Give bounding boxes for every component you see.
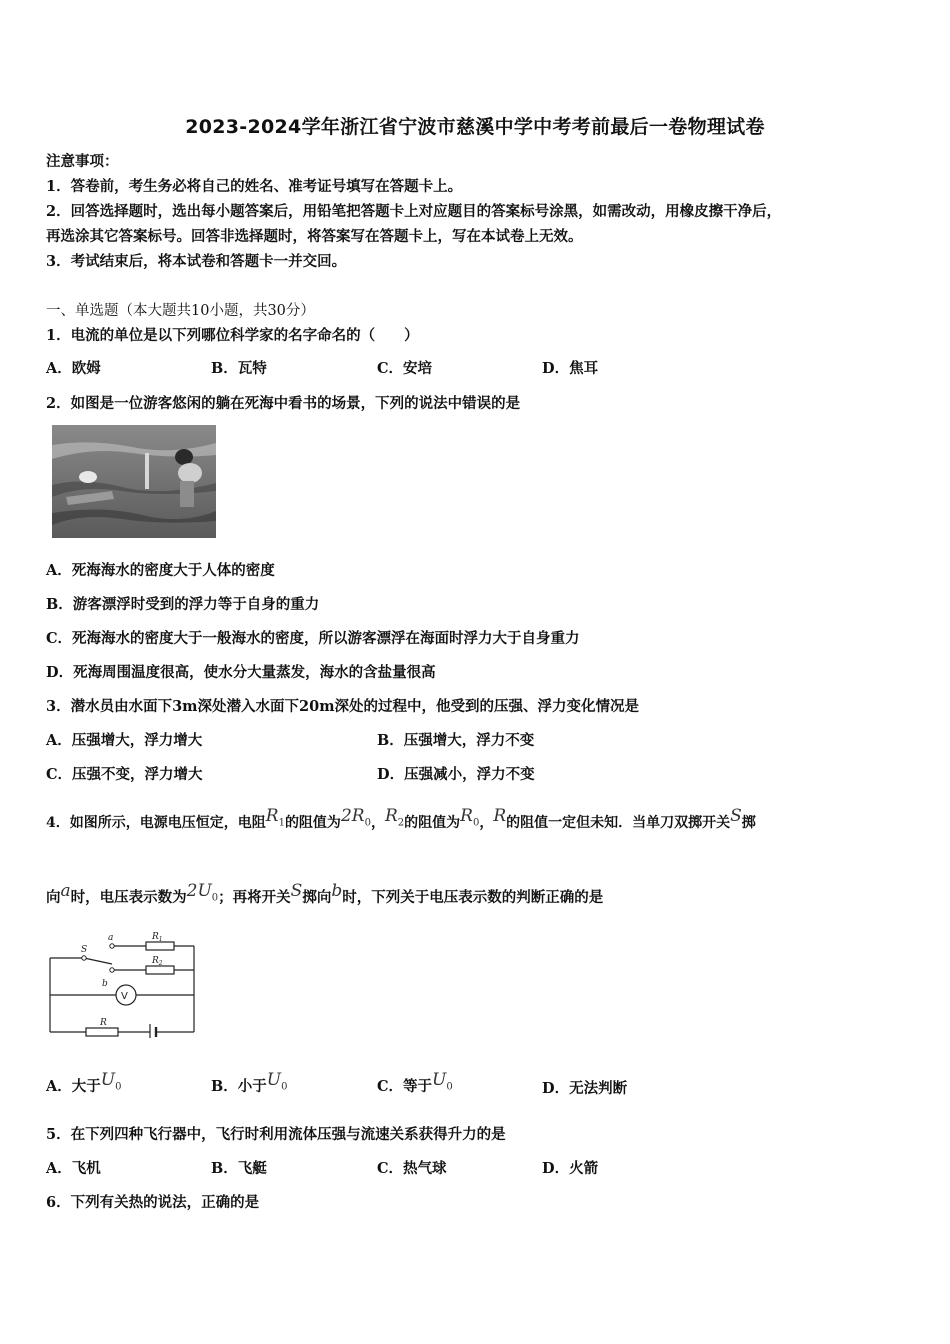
math-s: S xyxy=(730,806,742,826)
q5-stem: 5．在下列四种飞行器中，飞行时利用流体压强与流速关系获得升力的是 xyxy=(46,1126,506,1143)
math-2r0: $2R_0$ xyxy=(340,806,371,829)
math-2u0: $2U_0$ xyxy=(186,881,219,904)
q4-option-b: B．小于$U_0$ xyxy=(211,1070,288,1095)
voltmeter-label: V xyxy=(121,991,128,1002)
q4-text: 时，电压表示数为 xyxy=(70,889,187,906)
q4-text: 向 xyxy=(46,889,61,906)
notice-item-2-cont: 再选涂其它答案标号。回答非选择题时，将答案写在答题卡上，写在本试卷上无效。 xyxy=(46,228,583,245)
q4-text: 的阻值一定但未知．当单刀双掷开关 xyxy=(506,815,731,831)
label-b: b xyxy=(102,979,108,989)
q4-text: 的阻值为 xyxy=(404,815,461,831)
label-r1: $R_1$ xyxy=(152,932,163,943)
q4-text: 掷 xyxy=(741,815,756,831)
q5-option-d: D．火箭 xyxy=(542,1160,599,1177)
math-r0: $R_0$ xyxy=(460,806,480,829)
q4-text: 4．如图所示，电源电压恒定，电阻 xyxy=(46,815,266,831)
q4-text: 掷向 xyxy=(302,889,332,906)
label-s: S xyxy=(81,945,88,955)
label-r2: $R_2$ xyxy=(152,956,163,967)
q4-text: ；再将开关 xyxy=(218,889,291,906)
q1-option-a: A．欧姆 xyxy=(46,360,101,377)
q1-option-c: C．安培 xyxy=(377,360,433,377)
math-u0: $U_0$ xyxy=(432,1070,453,1093)
q1-option-b: B．瓦特 xyxy=(211,360,267,377)
q4-text: 时，下列关于电压表示数的判断正确的是 xyxy=(342,889,604,906)
q5-option-a: A．飞机 xyxy=(46,1160,101,1177)
q5-option-b: B．飞艇 xyxy=(211,1160,267,1177)
q3-stem: 3．潜水员由水面下3m深处潜入水面下20m深处的过程中，他受到的压强、浮力变化情况是 xyxy=(46,698,640,715)
q4-option-a: A．大于$U_0$ xyxy=(46,1070,122,1095)
math-s: S xyxy=(290,881,303,901)
label-r: R xyxy=(100,1018,107,1028)
q2-option-d: D．死海周围温度很高，使水分大量蒸发，海水的含盐量很高 xyxy=(46,664,436,681)
q2-option-b: B．游客漂浮时受到的浮力等于自身的重力 xyxy=(46,596,320,613)
label-a: a xyxy=(108,933,114,943)
math-r2: $R_2$ xyxy=(384,806,405,829)
q3-option-d: D．压强减小，浮力不变 xyxy=(377,766,535,783)
math-u0: $U_0$ xyxy=(266,1070,288,1093)
q6-stem: 6．下列有关热的说法，正确的是 xyxy=(46,1194,260,1211)
q4-text: 的阻值为 xyxy=(284,815,341,831)
q3-option-c: C．压强不变，浮力增大 xyxy=(46,766,203,783)
q5-option-c: C．热气球 xyxy=(377,1160,447,1177)
q4-stem-line-1 xyxy=(46,806,756,839)
q4-option-c: C．等于$U_0$ xyxy=(377,1070,453,1095)
q1-stem: 1．电流的单位是以下列哪位科学家的名字命名的（ ） xyxy=(46,327,419,344)
section-heading: 一、单选题（本大题共10小题，共30分） xyxy=(46,303,315,319)
q4-stem-line-2 xyxy=(46,881,604,914)
notice-item-1: 1．答卷前，考生务必将自己的姓名、准考证号填写在答题卡上。 xyxy=(46,178,463,195)
q1-option-d: D．焦耳 xyxy=(542,360,599,377)
math-r: R xyxy=(493,806,507,826)
circuit-diagram xyxy=(44,928,204,1038)
page-title: 2023-2024学年浙江省宁波市慈溪中学中考考前最后一卷物理试卷 xyxy=(185,116,765,138)
math-a: a xyxy=(60,881,71,901)
q4-option-d: D．无法判断 xyxy=(542,1080,628,1097)
q4-text: ， xyxy=(479,815,494,831)
math-b: b xyxy=(331,881,343,901)
q2-stem: 2．如图是一位游客悠闲的躺在死海中看书的场景，下列的说法中错误的是 xyxy=(46,395,521,412)
dead-sea-photo xyxy=(52,425,216,538)
q4-text: ， xyxy=(370,815,385,831)
q3-option-a: A．压强增大，浮力增大 xyxy=(46,732,203,749)
notice-item-3: 3．考试结束后，将本试卷和答题卡一并交回。 xyxy=(46,253,347,270)
math-u0: $U_0$ xyxy=(100,1070,122,1093)
math-r1: $R_1$ xyxy=(265,806,285,829)
notice-item-2: 2．回答选择题时，选出每小题答案后，用铅笔把答题卡上对应题目的答案标号涂黑，如需改动，用橡皮擦干净后， xyxy=(46,203,782,220)
notice-heading: 注意事项： xyxy=(46,153,119,170)
q2-option-a: A．死海海水的密度大于人体的密度 xyxy=(46,562,275,579)
q3-option-b: B．压强增大，浮力不变 xyxy=(377,732,535,749)
q2-option-c: C．死海海水的密度大于一般海水的密度，所以游客漂浮在海面时浮力大于自身重力 xyxy=(46,630,580,647)
